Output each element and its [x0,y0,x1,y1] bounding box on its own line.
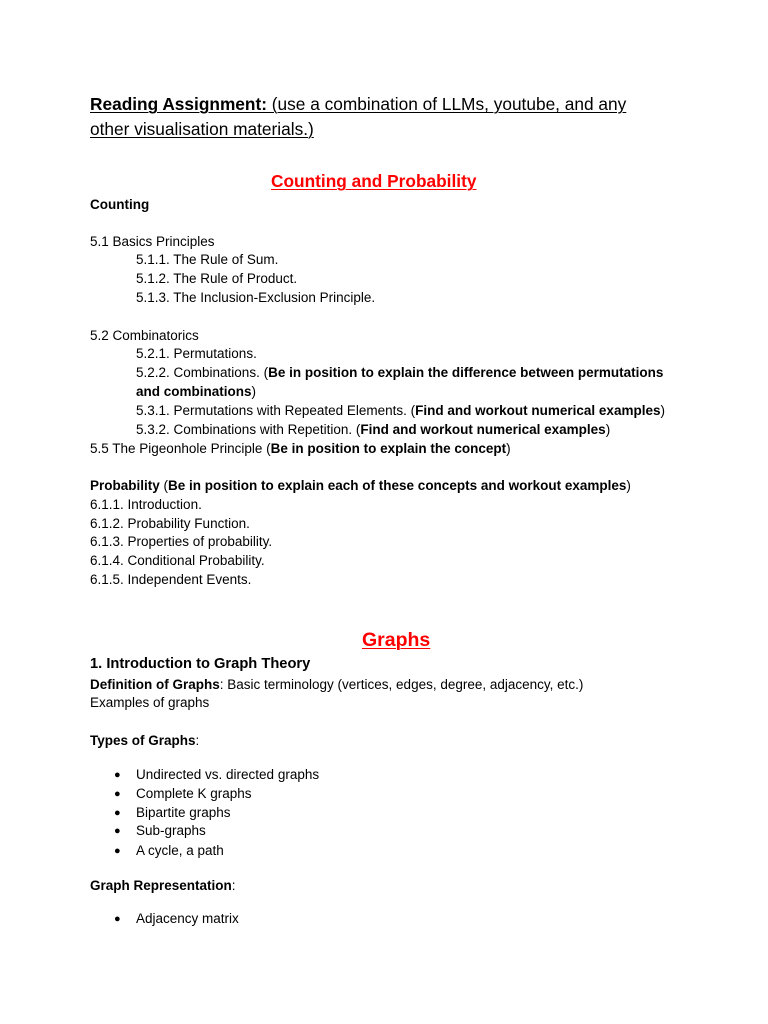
permutations-item: 5.2.1. Permutations. [136,346,257,361]
bullet-icon: ● [114,845,121,857]
basics-item: 5.1.1. The Rule of Sum. [136,252,279,267]
graph-type-item: Sub-graphs [136,823,206,838]
graph-types-label: Types of Graphs [90,733,196,748]
combinations-item-cont [136,382,256,401]
reading-assignment-label: Reading Assignment: [90,94,267,114]
combinations-item [136,363,663,382]
basics-item: 5.1.2. The Rule of Product. [136,271,298,286]
probability-open: ( [159,478,169,493]
bullet-icon: ● [114,788,121,800]
reading-assignment-text-line1: (use a combination of LLMs, youtube, and any [267,94,627,114]
combinations-note-line2: and combinations [136,384,252,399]
graph-representation-colon: : [231,878,236,893]
graph-representation-item: Adjacency matrix [136,911,239,926]
graph-types-heading [90,731,199,750]
bullet-icon: ● [114,913,121,925]
probability-item: 6.1.2. Probability Function. [90,516,250,531]
bullet-icon: ● [114,769,121,781]
probability-heading-line [90,476,631,495]
comb-repetition-prefix: 5.3.2. Combinations with Repetition. ( [136,422,361,437]
perm-repeated-note: Find and workout numerical examples [415,403,661,418]
close-paren: ) [605,422,611,437]
pigeonhole-item [90,439,511,458]
basics-heading: 5.1 Basics Principles [90,234,215,249]
bullet-icon: ● [114,807,121,819]
reading-assignment-intro [90,92,710,142]
graph-types-colon: : [195,733,200,748]
combinatorics-heading: 5.2 Combinatorics [90,328,199,343]
graph-type-item: Complete K graphs [136,786,252,801]
graph-definition-label: Definition of Graphs [90,677,220,692]
probability-item: 6.1.4. Conditional Probability. [90,553,265,568]
counting-heading: Counting [90,197,150,212]
graph-definition-text: : Basic terminology (vertices, edges, degree, adjacency, etc.) [219,677,584,692]
probability-close: ) [626,478,631,493]
graph-definition [90,675,583,694]
probability-item: 6.1.1. Introduction. [90,497,202,512]
graph-representation-heading [90,876,236,895]
pigeonhole-prefix: 5.5 The Pigeonhole Principle ( [90,441,271,456]
graphs-title: Graphs [362,629,431,651]
probability-item: 6.1.5. Independent Events. [90,572,252,587]
perm-repeated-item [136,401,665,420]
graph-type-item: Bipartite graphs [136,805,231,820]
bullet-icon: ● [114,825,121,837]
counting-probability-title: Counting and Probability [271,171,477,191]
pigeonhole-note: Be in position to explain the concept [270,441,507,456]
graph-type-item: A cycle, a path [136,843,224,858]
comb-repetition-item [136,420,610,439]
graph-examples: Examples of graphs [90,695,210,710]
close-paren: ) [660,403,665,418]
reading-assignment-text-line2: other visualisation materials.) [90,119,314,139]
graph-intro-heading: 1. Introduction to Graph Theory [90,656,311,672]
comb-repetition-note: Find and workout numerical examples [360,422,606,437]
perm-repeated-prefix: 5.3.1. Permutations with Repeated Elements. ( [136,403,416,418]
combinations-prefix: 5.2.2. Combinations. ( [136,365,269,380]
probability-note: Be in position to explain each of these concepts and workout examples [168,478,627,493]
probability-heading: Probability [90,478,160,493]
probability-item: 6.1.3. Properties of probability. [90,534,273,549]
basics-item: 5.1.3. The Inclusion-Exclusion Principle. [136,290,376,305]
pigeonhole-suffix: ) [506,441,511,456]
combinations-note-line1: Be in position to explain the difference between permutations [268,365,664,380]
close-paren: ) [251,384,257,399]
graph-type-item: Undirected vs. directed graphs [136,767,320,782]
graph-representation-label: Graph Representation [90,878,232,893]
